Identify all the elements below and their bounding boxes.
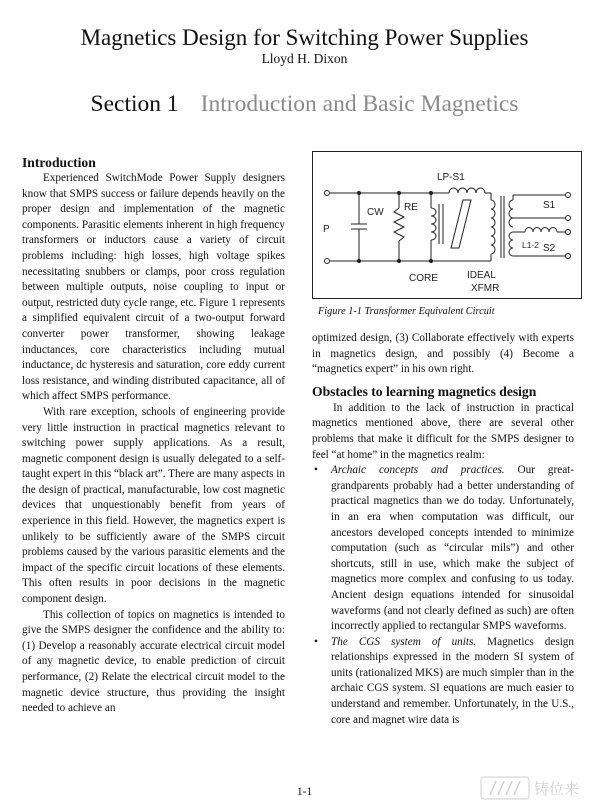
bullet-title: Archaic concepts and practices.	[331, 464, 505, 477]
label-lps1: LP-S1	[437, 172, 465, 183]
section-number: Section 1	[90, 91, 179, 117]
page-number: 1-1	[296, 786, 313, 798]
figure-transformer-circuit	[312, 151, 582, 299]
list-item	[312, 463, 574, 635]
watermark-text: 铸位来	[534, 780, 580, 798]
figure-caption: Figure 1-1 Transformer Equivalent Circuit	[318, 306, 495, 317]
label-cw: CW	[367, 207, 384, 218]
label-core: CORE	[409, 273, 438, 284]
left-column	[22, 154, 285, 717]
watermark-logo	[480, 773, 598, 803]
obstacles-intro: In addition to the lack of instruction in practical magnetics mentioned above, there are several other problems that make it difficult for the SMPS designer to feel “at home” in the magnetics realm:	[312, 401, 574, 461]
label-xfmr: XFMR	[471, 283, 500, 294]
right-column	[312, 331, 574, 728]
intro-paragraph-3: This collection of topics on magnetics is intended to give the SMPS designer the confidence and the ability to: (1) Develop a reasonably accurate electrical circuit model of any magnetic device, to enable prediction of circuit performance, (2) Relate the electrical circuit model to the magnetic device structure, thus providing the insight needed to achieve an	[22, 608, 285, 715]
bullet-icon: •	[314, 464, 318, 477]
introduction-heading: Introduction	[22, 155, 96, 170]
label-l12: L1-2	[522, 240, 540, 250]
list-item	[312, 635, 574, 729]
bullet-icon: •	[314, 635, 318, 648]
transformer-schematic	[313, 152, 581, 298]
intro-continuation: optimized design, (3) Collaborate effectively with experts in magnetics design, and possibly (4) Become a “magnetics expert” in his own right.	[312, 332, 574, 376]
section-subtitle: Introduction and Basic Magnetics	[200, 91, 519, 117]
label-s1: S1	[543, 200, 556, 211]
bullet-text: Our great-grandparents probably had a better understanding of practical magnetics than we do today. Unfortunately, in an era when computation was difficult, our ancestors developed concepts intended to minimize computation (such as “circular mils”) and other shortcuts, still in use, which make the subject of magnetics more complex and confusing to us today. Ancient design equations intended for sinusoidal waveforms (and not clearly defined as such) are often incorrectly applied to rectangular SMPS waveforms.	[331, 464, 574, 633]
obstacles-heading: Obstacles to learning magnetics design	[312, 383, 537, 399]
label-re: RE	[404, 202, 418, 213]
bullet-text: Magnetics design relationships expressed in the modern SI system of units (rationalized MKS) are much simpler than in the archaic CGS system. SI equations are much easier to understand and remember. Unfortunately, in the U.S., core and magnet wire data is	[331, 635, 574, 726]
label-p: P	[323, 224, 330, 235]
obstacles-list	[312, 463, 574, 728]
intro-paragraph-1: Experienced SwitchMode Power Supply designers know that SMPS success or failure depends heavily on the proper design and implementation of the magnetic components. Parasitic elements inherent in high frequency transformers or inductors cause a variety of circuit problems including: high losses, high voltage spikes necessitating snubbers or clamps, poor cross regulation between multiple outputs, noise coupling to input or output, restricted duty cycle range, etc. Figure 1 represents a simplified equivalent circuit of a two-output forward converter power transformer, showing leakage inductances, core characteristics including mutual inductance, dc hysteresis and saturation, core eddy current loss resistance, and winding distributed capacitance, all of which affect SMPS performance.	[22, 172, 285, 403]
author-name: Lloyd H. Dixon	[261, 51, 348, 66]
document-title: Magnetics Design for Switching Power Supplies	[80, 25, 529, 50]
bullet-title: The CGS system of units.	[331, 635, 477, 648]
section-heading	[0, 90, 609, 118]
label-ideal: IDEAL	[467, 270, 496, 281]
label-s2: S2	[543, 243, 556, 254]
intro-paragraph-2: With rare exception, schools of engineering provide very little instruction in practical magnetics relevant to switching power supply applications. As a result, magnetic component design is usually delegated to a self-taught expert in this “black art”. There are many aspects in the design of practical, manufacturable, low cost magnetic devices that unquestionably benefit from years of experience in this field. However, the magnetics expert is unlikely to be sufficiently aware of the SMPS circuit problems caused by the various parasitic elements and the impact of the specific circuit locations of these elements. This often results in poor decisions in the magnetic component design.	[22, 405, 285, 606]
